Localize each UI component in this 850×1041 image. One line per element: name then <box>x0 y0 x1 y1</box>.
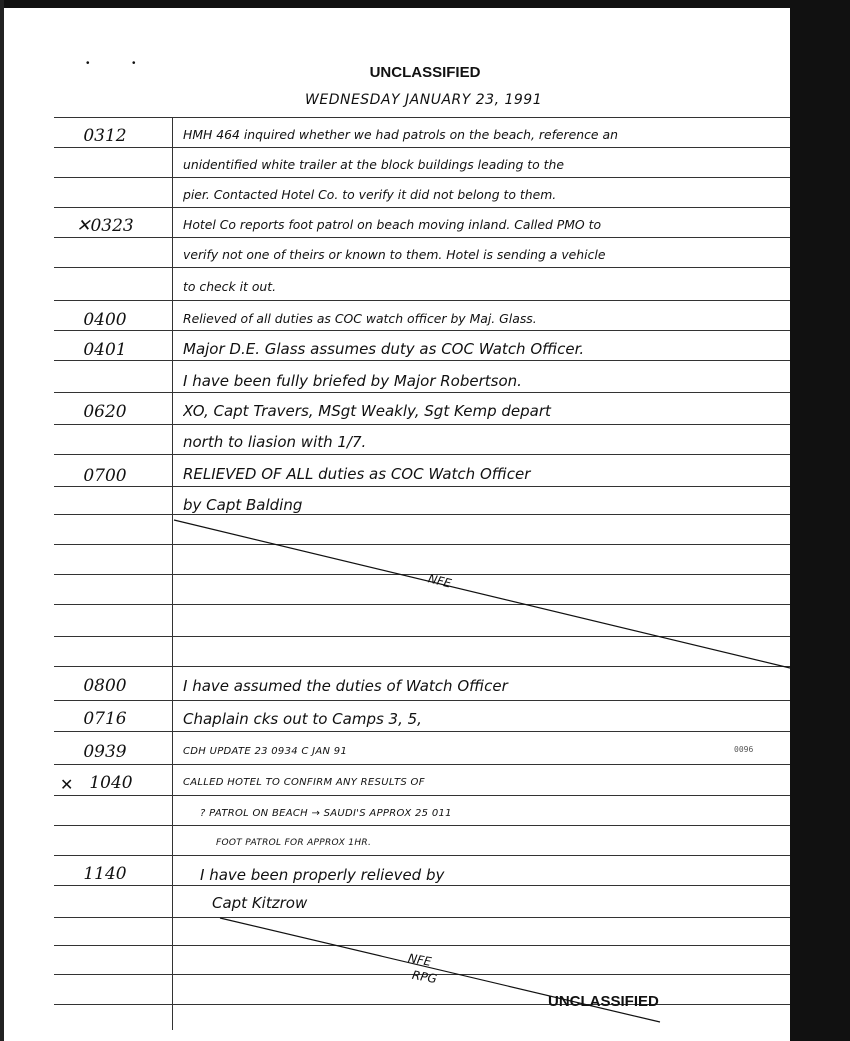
entry-time: 0400 <box>83 310 127 330</box>
entry-time: 0700 <box>83 466 127 486</box>
entry-line: I have been properly relieved by <box>200 866 445 884</box>
entry-line: unidentified white trailer at the block buildings leading to the <box>183 157 564 172</box>
entry-line: Hotel Co reports foot patrol on beach moving inland. Called PMO to <box>183 217 602 232</box>
entry-time: 1140 <box>83 864 127 884</box>
speck: • <box>86 58 90 69</box>
entry-time: 0939 <box>83 742 127 762</box>
entry-line: CDH UPDATE 23 0934 C JAN 91 <box>183 746 348 757</box>
initials: RPG <box>410 967 438 987</box>
entry-line: I have assumed the duties of Watch Officer <box>183 677 508 695</box>
entry-line: verify not one of theirs or known to them. Hotel is sending a vehicle <box>183 247 606 262</box>
entry-line: pier. Contacted Hotel Co. to verify it did not belong to them. <box>183 187 557 202</box>
entry-line: CALLED HOTEL TO CONFIRM ANY RESULTS OF <box>183 777 425 788</box>
entry-time: ✕0323 <box>76 216 134 236</box>
entry-line: HMH 464 inquired whether we had patrols on the beach, reference an <box>183 127 618 142</box>
classification-bottom: UNCLASSIFIED <box>548 993 659 1010</box>
entry-line: Major D.E. Glass assumes duty as COC Watch Officer. <box>183 340 585 358</box>
initials: NFE <box>426 571 453 591</box>
stamp-mark: 0096 <box>734 745 754 754</box>
entry-line: XO, Capt Travers, MSgt Weakly, Sgt Kemp depart <box>183 402 551 420</box>
classification-top: UNCLASSIFIED <box>369 64 481 81</box>
entry-time: 0716 <box>83 709 127 729</box>
log-date: WEDNESDAY JANUARY 23, 1991 <box>305 92 543 108</box>
entry-line: RELIEVED OF ALL duties as COC Watch Officer <box>183 465 531 483</box>
entry-line: Chaplain cks out to Camps 3, 5, <box>183 710 422 728</box>
entry-line: by Capt Balding <box>183 496 303 514</box>
entry-time: 1040 <box>89 773 133 793</box>
entry-time: 0312 <box>83 126 127 146</box>
entry-time: 0401 <box>83 340 127 360</box>
entry-line: Relieved of all duties as COC watch officer by Maj. Glass. <box>183 311 537 326</box>
entry-line: FOOT PATROL FOR APPROX 1HR. <box>216 838 372 848</box>
entry-line: to check it out. <box>183 279 277 294</box>
entry-time: 0800 <box>83 676 127 696</box>
entry-line: ? PATROL ON BEACH → SAUDI'S APPROX 25 011 <box>200 808 452 819</box>
x-mark: ✕ <box>60 775 74 794</box>
speck: • <box>132 58 136 69</box>
entry-line: Capt Kitzrow <box>212 894 308 912</box>
entry-line: I have been fully briefed by Major Robertson. <box>183 372 522 390</box>
initials: NFE <box>406 951 433 969</box>
strike-line <box>174 520 790 668</box>
entry-time: 0620 <box>83 402 127 422</box>
entry-line: north to liasion with 1/7. <box>183 433 367 451</box>
